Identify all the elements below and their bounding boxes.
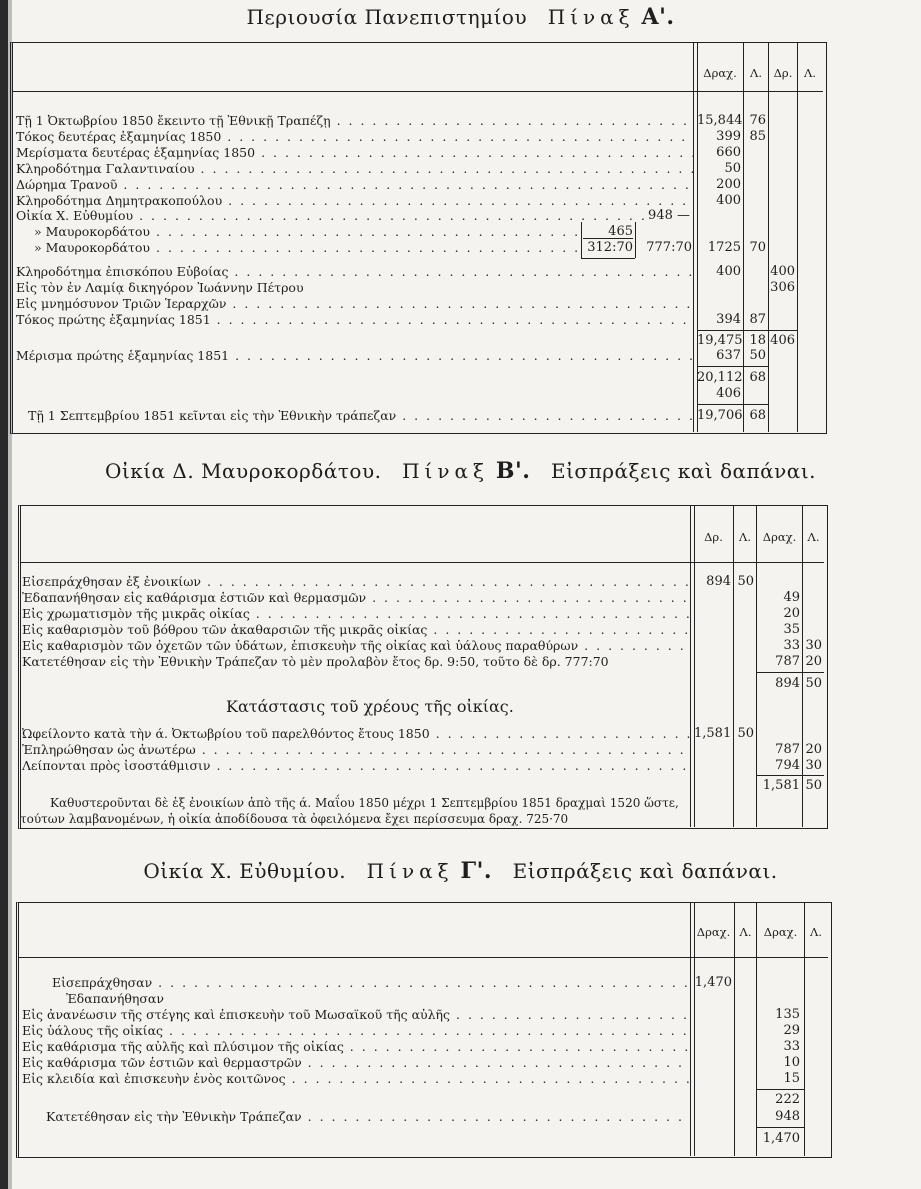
table-a-lepta: 68 <box>749 370 766 385</box>
table-b-lepta-2: 20 <box>805 742 822 757</box>
table-b-row-label: Ἐπληρώθησαν ὡς ἀνωτέρω . . . <box>22 742 690 757</box>
table-a-amount-2: 406 <box>770 333 795 348</box>
table-a-sum-rule <box>697 404 768 405</box>
table-b-row-label: Λείπονται πρὸς ἰσοστάθμισιν . . . <box>22 758 690 773</box>
table-a-row-label: Κληροδότημα ἐπισκόπου Εὐβοίας . . . <box>16 264 693 279</box>
table-a-row-label: » Μαυροκορδάτου . . . <box>34 240 582 255</box>
table-b-lepta-2: 50 <box>805 676 822 691</box>
table-b-row-label: Εἰς καθαρισμὸν τοῦ βόθρου τῶν ἀκαθαρσιῶν τῆς μικρᾶς οἰκίας . . . <box>22 622 690 637</box>
table-c-row-label: Εἰσεπράχθησαν . . . <box>52 975 690 990</box>
table-a-inner-amount: 777:70 <box>646 240 692 255</box>
table-c-col-divider <box>690 902 695 1156</box>
table-a-amount: 19,706 <box>697 408 743 423</box>
table-b-row-label: Εἰς καθαρισμὸν τῶν ὀχετῶν τῶν ὑδάτων, ἐπισκευὴν τῆς οἰκίας καὶ ὑάλους παραθύρων . . . <box>22 638 690 653</box>
title-b-suffix: Εἰσπράξεις καὶ δαπάναι. <box>550 459 817 483</box>
table-b-lepta: 50 <box>737 726 754 741</box>
table-b-row-label: Κατετέθησαν εἰς τὴν Ἐθνικὴν Τράπεζαν τὸ μὲν προλαβὸν ἔτος δρ. 9:50, τοῦτο δὲ δρ. 777:70 <box>22 654 609 669</box>
table-c-row-label: Ἐδαπανήθησαν <box>66 991 164 1006</box>
table-a-col-header: Δραχ. <box>703 66 737 80</box>
table-a-amount: 200 <box>716 177 741 192</box>
title-a-letter: Α'. <box>641 4 675 30</box>
table-b-col-header: Δραχ. <box>762 530 797 544</box>
table-b-lepta-2: 30 <box>805 638 822 653</box>
title-b-text: Οἰκία Δ. Μαυροκορδάτου. <box>104 459 382 483</box>
table-a-amount: 400 <box>716 264 741 279</box>
title-b-letter: Β'. <box>495 458 531 484</box>
table-c-amount-2: 29 <box>783 1023 800 1038</box>
table-c-amount-2: 222 <box>775 1092 800 1107</box>
title-b <box>0 458 921 484</box>
table-c-amount-2: 1,470 <box>762 1131 800 1146</box>
table-b-subtitle: Κατάστασις τοῦ χρέους τῆς οἰκίας. <box>226 697 514 716</box>
table-a-amount-2: 306 <box>770 280 795 295</box>
title-a-text: Περιουσία Πανεπιστημίου <box>246 5 528 29</box>
table-a-row-label: Κληροδότημα Γαλαντιναίου . . . <box>16 161 693 176</box>
table-b-col-divider <box>733 505 734 827</box>
table-c-sum-rule <box>757 1127 804 1128</box>
table-b-amount: 1,581 <box>694 726 732 741</box>
table-a-row-label: Εἰς μνημόσυνον Τριῶν Ἱεραρχῶν . . . <box>16 296 693 311</box>
table-a-row-label: Εἰς τὸν ἐν Λαμίᾳ δικηγόρον Ἰωάννην Πέτρου <box>16 280 304 295</box>
table-a-amount: 50 <box>724 161 741 176</box>
table-b-amount-2: 787 <box>775 654 800 669</box>
table-a-row-label: Κληροδότημα Δημητρακοπούλου . . . <box>16 193 693 208</box>
title-c-suffix: Εἰσπράξεις καὶ δαπάναι. <box>512 859 778 883</box>
title-c <box>0 858 921 884</box>
table-c-col-header: Δραχ. <box>763 925 798 939</box>
table-a-amount: 406 <box>716 386 741 401</box>
table-a-col-header: Δρ. <box>773 66 793 80</box>
table-b-sum-rule <box>757 775 824 776</box>
table-c-row-label: Εἰς ἀνανέωσιν τῆς στέγης καὶ ἐπισκευὴν τοῦ Μωσαϊκοῦ τῆς αὐλῆς . . . <box>22 1007 690 1022</box>
table-b-row-label: Εἰσεπράχθησαν ἐξ ἐνοικίων . . . <box>22 574 690 589</box>
title-a <box>0 4 921 30</box>
table-a-lepta: 87 <box>749 312 766 327</box>
table-a-bracket <box>583 238 633 239</box>
table-c-row-label: Εἰς καθάρισμα τῶν ἑστιῶν καὶ θερμαστρῶν . . . <box>22 1055 690 1070</box>
title-b-pinax: Πίναξ <box>402 459 490 483</box>
table-b-amount-2: 1,581 <box>762 778 800 793</box>
title-c-pinax: Πίναξ <box>366 859 454 883</box>
table-a-sub-amount: 312:70 <box>587 240 633 255</box>
table-c-amount-2: 10 <box>783 1055 800 1070</box>
table-a-row-label: Τῇ 1 Ὀκτωβρίου 1850 ἔκειντο τῇ Ἐθνικῇ Τραπέζῃ . . . <box>16 113 693 128</box>
table-a-lepta: 85 <box>749 129 766 144</box>
table-b-lepta-2: 50 <box>805 778 822 793</box>
title-c-letter: Γ'. <box>460 858 493 884</box>
table-a-row-label: Μέρισμα πρώτης ἑξαμηνίας 1851 . . . <box>16 348 693 363</box>
table-b-lepta-2: 20 <box>805 654 822 669</box>
table-b-col-header: Δρ. <box>704 530 723 544</box>
table-b-amount-2: 794 <box>775 758 800 773</box>
table-c-amount-2: 33 <box>783 1039 800 1054</box>
table-b-amount: 894 <box>706 574 731 589</box>
table-a-sum-rule <box>697 330 768 331</box>
table-a-col-header: Λ. <box>750 66 762 80</box>
table-a-bracket <box>581 222 582 258</box>
table-b-amount-2: 20 <box>783 606 800 621</box>
table-c-row-label: Εἰς καθάρισμα τῆς αὐλῆς καὶ πλύσιμον τῆς οἰκίας . . . <box>22 1039 690 1054</box>
table-b-col-header: Λ. <box>739 530 751 544</box>
table-c-col-header: Λ. <box>810 925 822 939</box>
table-c-row-label: Εἰς κλειδία καὶ ἐπισκευὴν ἑνὸς κοιτῶνος . . . <box>22 1071 690 1086</box>
table-a-amount: 394 <box>716 312 741 327</box>
table-a-amount: 399 <box>716 129 741 144</box>
table-b-sum-rule <box>757 672 824 673</box>
table-a-amount-2: 400 <box>770 264 795 279</box>
table-b-amount-2: 49 <box>783 590 800 605</box>
table-a-row-label: Τόκος πρώτης ἑξαμηνίας 1851 . . . <box>16 312 693 327</box>
table-b-row-label: Εἰς χρωματισμὸν τῆς μικρᾶς οἰκίας . . . <box>22 606 690 621</box>
table-a-row-label: Οἰκία Χ. Εὐθυμίου . . . <box>16 208 646 223</box>
table-c-header-rule <box>18 957 828 958</box>
table-a-col-divider <box>797 42 798 432</box>
table-b-col-divider <box>690 505 695 827</box>
table-a-amount: 15,844 <box>697 113 743 128</box>
table-a-col-divider <box>768 42 769 432</box>
table-b-row-label: Ὠφείλοντο κατὰ τὴν ά. Ὀκτωβρίου τοῦ παρελθόντος ἔτους 1850 . . . <box>22 726 690 741</box>
table-a-lepta: 50 <box>749 348 766 363</box>
table-b-col-header: Λ. <box>807 530 820 544</box>
table-a-lepta: 76 <box>749 113 766 128</box>
table-c-col-header: Λ. <box>739 925 752 939</box>
table-c-amount: 1,470 <box>694 975 732 990</box>
table-c-amount-2: 15 <box>783 1071 800 1086</box>
table-b-amount-2: 35 <box>783 622 800 637</box>
table-a-row-label: Τόκος δευτέρας ἑξαμηνίας 1850 . . . <box>16 129 693 144</box>
table-a-row-label: Τῇ 1 Σεπτεμβρίου 1851 κεῖνται εἰς τὴν Ἐθνικὴν τράπεζαν . . . <box>28 408 693 423</box>
table-a-inner-amount: 948 — <box>648 208 690 223</box>
table-b-lepta: 50 <box>737 574 754 589</box>
table-b-amount-2: 33 <box>783 638 800 653</box>
table-a-sum-rule <box>769 330 797 331</box>
table-a-lepta: 18 <box>749 333 766 348</box>
title-c-text: Οἰκία Χ. Εὐθυμίου. <box>143 859 347 883</box>
table-a-amount: 637 <box>716 348 741 363</box>
table-b-lepta-2: 30 <box>805 758 822 773</box>
table-a-bracket <box>635 222 636 258</box>
table-a-lepta: 70 <box>749 240 766 255</box>
table-a-amount: 1725 <box>707 240 741 255</box>
table-c-col-divider <box>804 902 805 1156</box>
table-c-amount-2: 948 <box>775 1109 800 1124</box>
table-c-sum-rule <box>757 1089 804 1090</box>
table-a-bracket <box>581 258 635 259</box>
table-a-sub-amount: 465 <box>608 224 633 239</box>
table-b-row-label: Ἐδαπανήθησαν εἰς καθάρισμα ἑστιῶν καὶ θερμασμῶν . . . <box>22 590 690 605</box>
table-a-amount: 660 <box>716 145 741 160</box>
table-a-col-header: Λ. <box>804 66 816 80</box>
table-a-sum-rule <box>697 366 768 367</box>
table-b-amount-2: 787 <box>775 742 800 757</box>
table-a-row-label: Δώρημα Τρανοῦ . . . <box>16 177 693 192</box>
title-a-pinax: Πίναξ <box>547 5 635 29</box>
table-b-note: Καθυστεροῦνται δὲ ἐξ ἐνοικίων ἀπὸ τῆς ά. Μαΐου 1850 μέχρι 1 Σεπτεμβρίου 1851 δραχμαὶ 1520 ὥστε, <box>50 796 679 810</box>
table-a-header-rule <box>12 91 823 92</box>
table-c-row-label: Εἰς ὑάλους τῆς οἰκίας . . . <box>22 1023 690 1038</box>
table-a-amount: 19,475 <box>697 333 743 348</box>
table-a-amount: 400 <box>716 193 741 208</box>
table-a-row-label: » Μαυροκορδάτου . . . <box>34 224 582 239</box>
table-c-col-header: Δραχ. <box>696 925 731 939</box>
table-c-col-divider <box>734 902 735 1156</box>
table-b-amount-2: 894 <box>775 676 800 691</box>
page-edge-shadow <box>0 0 8 1189</box>
table-b-header-rule <box>20 562 824 563</box>
table-a-lepta: 68 <box>749 408 766 423</box>
table-c-amount-2: 135 <box>775 1007 800 1022</box>
table-a-amount: 20,112 <box>697 370 743 385</box>
table-a-row-label: Μερίσματα δευτέρας ἑξαμηνίας 1850 . . . <box>16 145 693 160</box>
table-c-row-label: Κατετέθησαν εἰς τὴν Ἐθνικὴν Τράπεζαν . . . <box>46 1109 690 1124</box>
table-b-note: τούτων λαμβανομένων, ἡ οἰκία ἀποδίδουσα τὰ ὀφειλόμενα ἔχει περίσσευμα δραχ. 725·70 <box>20 812 569 826</box>
